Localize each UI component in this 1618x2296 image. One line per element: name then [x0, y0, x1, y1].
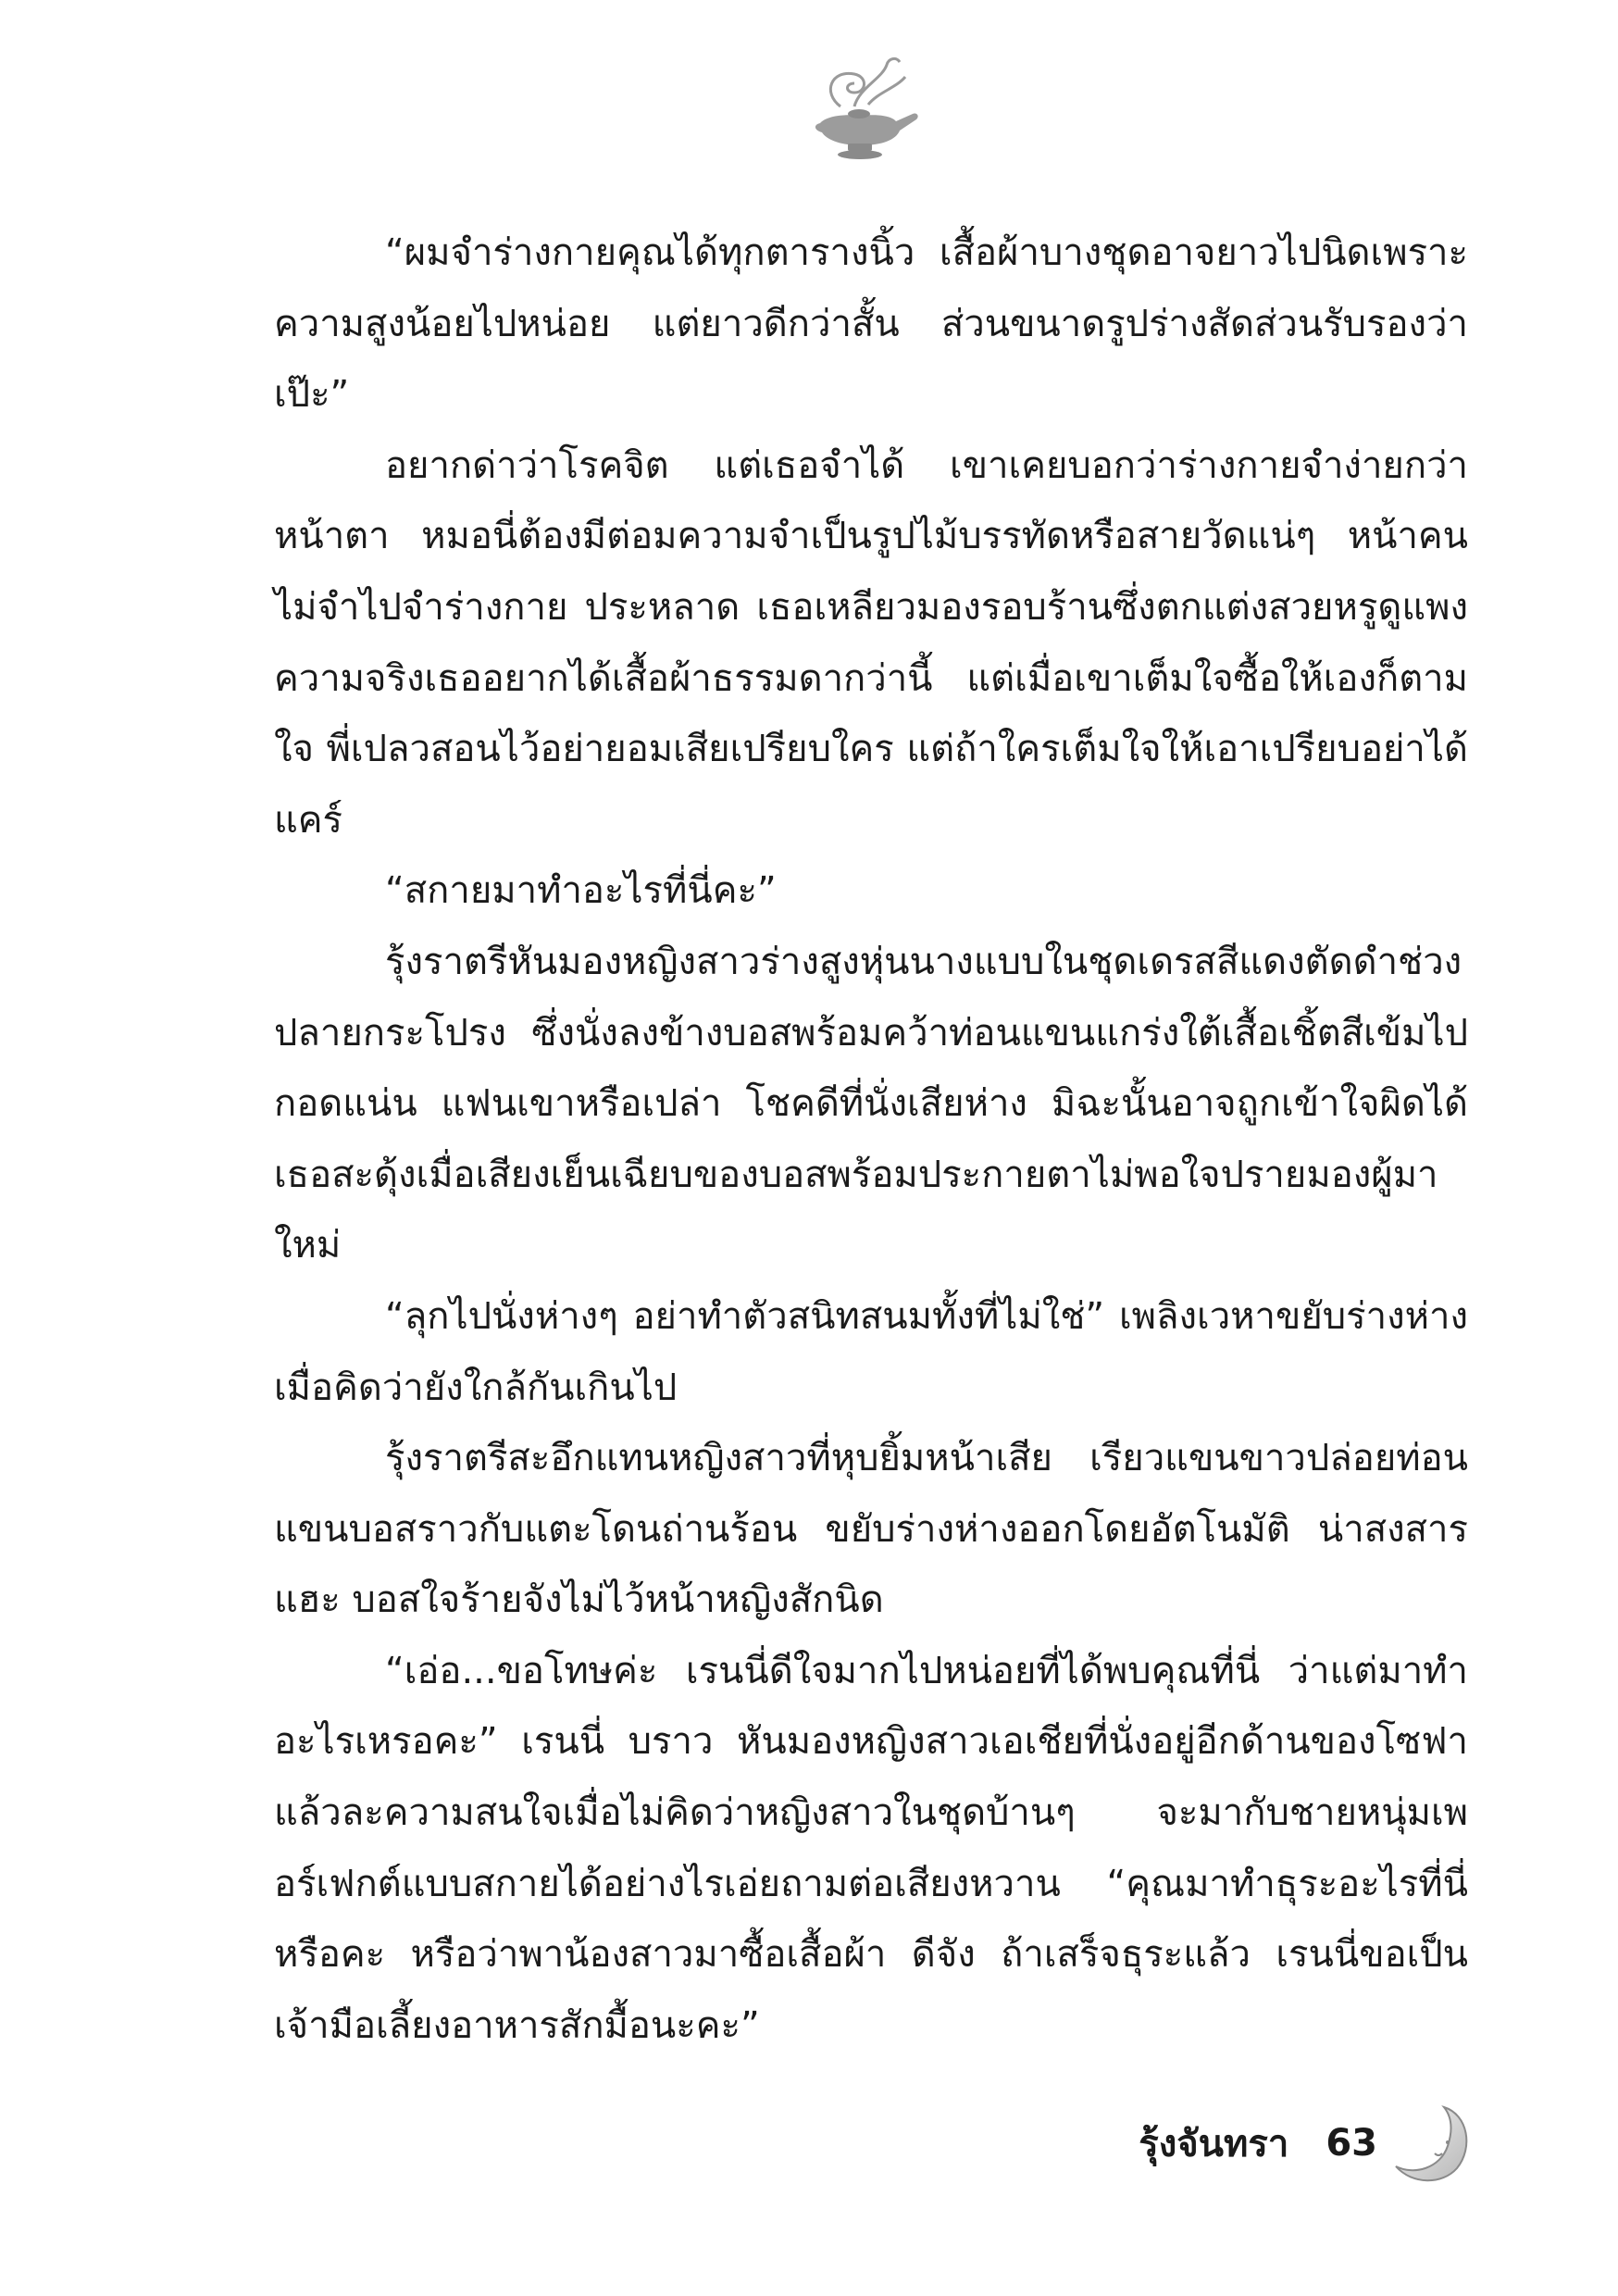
page-number: 63	[1326, 2122, 1377, 2165]
paragraph: “สกายมาทำอะไรที่นี่คะ”	[385, 869, 777, 913]
page-footer	[1139, 2102, 1475, 2185]
genie-lamp-icon	[803, 51, 924, 167]
paragraph: รุ้งราตรีหันมองหญิงสาวร่างสูงหุ่นนางแบบในชุดเดรสสีแดงตัดดำช่วงปลายกระโปรง ซึ่งนั่งลงข้างบอสพร้อมคว้าท่อนแขนแกร่งใต้เสื้อเชิ้ตสีเข้มไปกอดแน่น แฟนเขาหรือเปล่า โชคดีที่นั่งเสียห่าง มิฉะนั้นอาจถูกเข้าใจผิดได้ เธอสะดุ้งเมื่อเสียงเย็นเฉียบของบอสพร้อมประกายตาไม่พอใจปรายมองผู้มาใหม่	[274, 940, 1468, 1267]
paragraph: “ผมจำร่างกายคุณได้ทุกตารางนิ้ว เสื้อผ้าบางชุดอาจยาวไปนิดเพราะความสูงน้อยไปหน่อย แต่ยาวดีกว่าสั้น ส่วนขนาดรูปร่างสัดส่วนรับรองว่าเป๊ะ”	[274, 231, 1468, 417]
paragraph: “ลุกไปนั่งห่างๆ อย่าทำตัวสนิทสนมทั้งที่ไม่ใช่” เพลิงเวหาขยับร่างห่างเมื่อคิดว่ายังใกล้กันเกินไป	[274, 1294, 1468, 1409]
crescent-moon-icon	[1387, 2102, 1475, 2185]
body-text	[274, 218, 1468, 2061]
paragraph: รุ้งราตรีสะอึกแทนหญิงสาวที่หุบยิ้มหน้าเสีย เรียวแขนขาวปล่อยท่อนแขนบอสราวกับแตะโดนถ่านร้อน ขยับร่างห่างออกโดยอัตโนมัติ น่าสงสารแฮะ บอสใจร้ายจังไม่ไว้หน้าหญิงสักนิด	[274, 1437, 1468, 1622]
paragraph: “เอ่อ...ขอโทษค่ะ เรนนี่ดีใจมากไปหน่อยที่ได้พบคุณที่นี่ ว่าแต่มาทำอะไรเหรอคะ” เรนนี่ บราว หันมองหญิงสาวเอเชียที่นั่งอยู่อีกด้านของโซฟาแล้วละความสนใจเมื่อไม่คิดว่าหญิงสาวในชุดบ้านๆ จะมากับชายหนุ่มเพอร์เฟกต์แบบสกายได้อย่างไรเอ่ยถามต่อเสียงหวาน “คุณมาทำธุระอะไรที่นี่หรือคะ หรือว่าพาน้องสาวมาซื้อเสื้อผ้า ดีจัง ถ้าเสร็จธุระแล้ว เรนนี่ขอเป็นเจ้ามือเลี้ยงอาหารสักมื้อนะคะ”	[274, 1649, 1468, 2047]
paragraph: อยากด่าว่าโรคจิต แต่เธอจำได้ เขาเคยบอกว่าร่างกายจำง่ายกว่าหน้าตา หมอนี่ต้องมีต่อมความจำเป็นรูปไม้บรรทัดหรือสายวัดแน่ๆ หน้าคนไม่จำไปจำร่างกาย ประหลาด เธอเหลียวมองรอบร้านซึ่งตกแต่งสวยหรูดูแพง ความจริงเธออยากได้เสื้อผ้าธรรมดากว่านี้ แต่เมื่อเขาเต็มใจซื้อให้เองก็ตามใจ พี่เปลวสอนไว้อย่ายอมเสียเปรียบใคร แต่ถ้าใครเต็มใจให้เอาเปรียบอย่าได้แคร์	[274, 443, 1468, 842]
book-title: รุ้งจันทรา	[1139, 2123, 1289, 2165]
